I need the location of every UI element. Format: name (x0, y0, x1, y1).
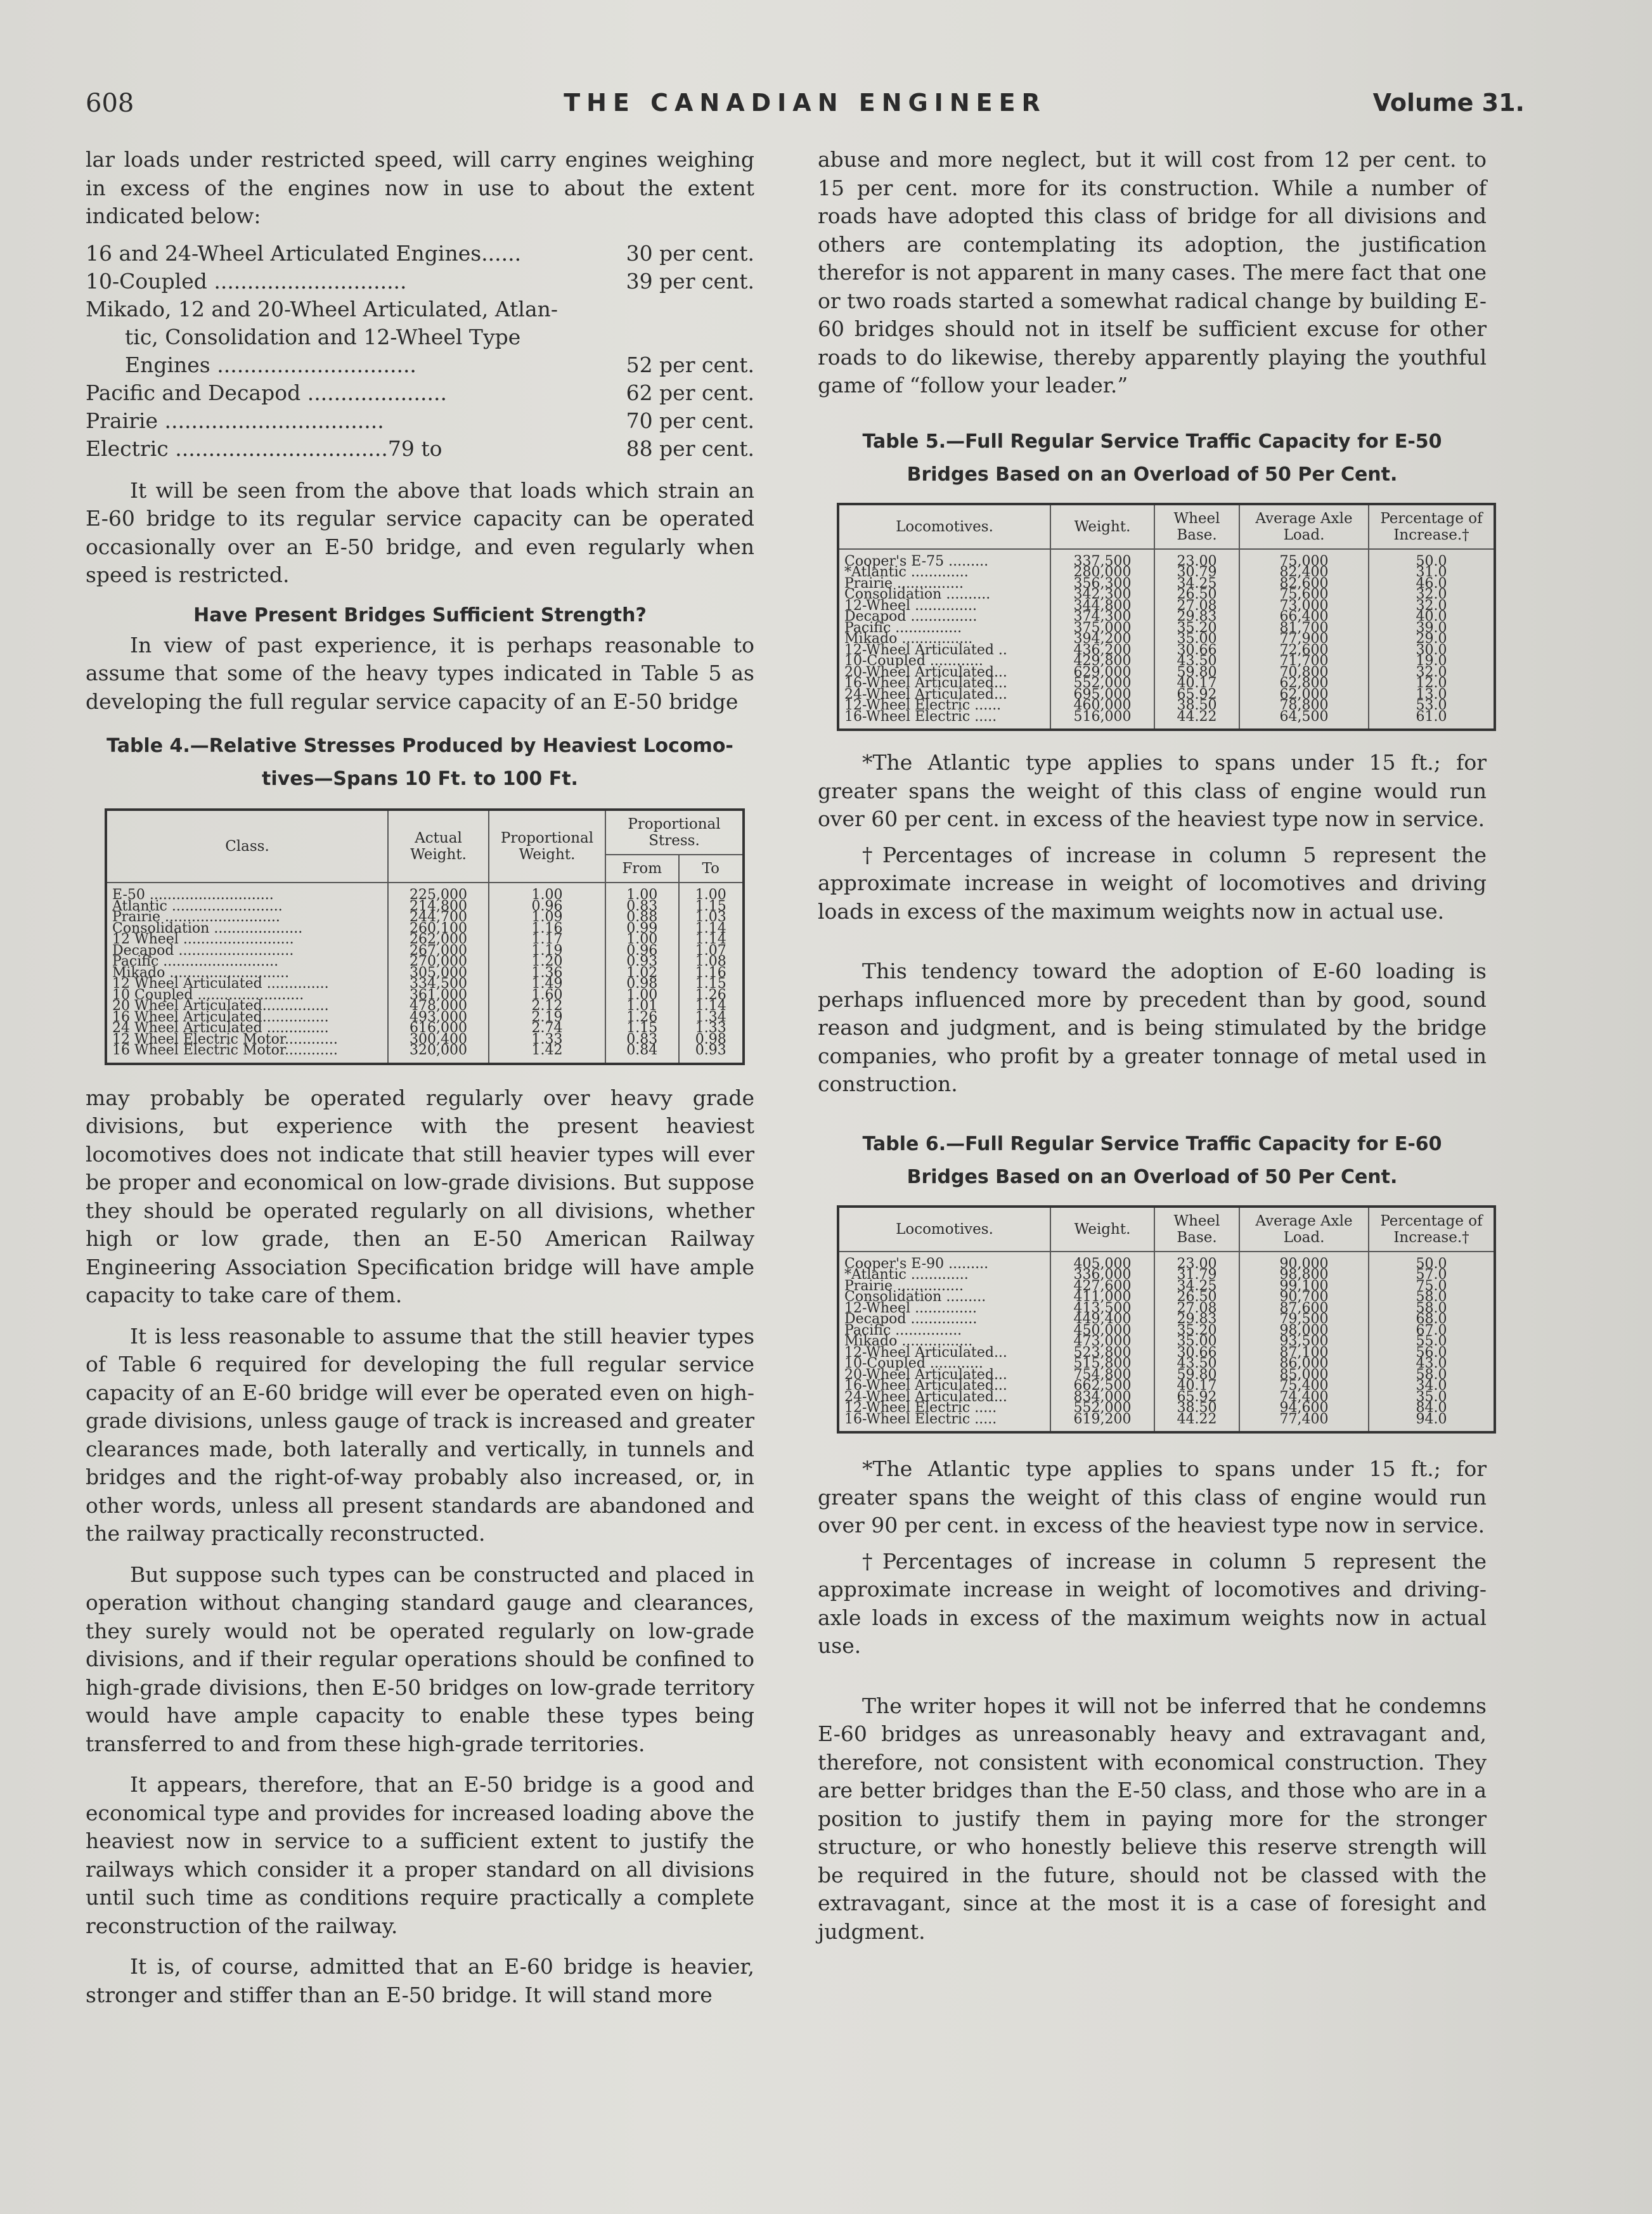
table-cell: Cooper's E-90 ......... *Atlantic ............. Prairie ............... Consolidation ......... 12-Wheel .............. Decapod ............... Pacific ............... Mikado ................ 12-Wheel Articulated... 10-Coupled ............ 20-Wheel Articulated... 16-Wheel Articulated... 24-Wheel Articulated... 12-Wheel Electric ..... 16-Wheel Electric ..... (844, 1255, 1007, 1427)
list-item: Pacific and Decapod ..................... 62 per cent. (86, 380, 754, 405)
paragraph: It is less reasonable to assume that the still heavier types of Table 6 required for developing the full regular service capacity of an E-60 bridge will ever be operated even on high-grade divisions, unless gauge of track is increased and greater clearances made, both laterally and vertically, in tunnels and bridges and the right-of-way probably also increased, or, in other words, unless all present standards are abandoned and the railway practically reconstructed. (86, 1323, 754, 1546)
paragraph: It is, of course, admitted that an E-60 bridge is heavier, stronger and stiffer than an E-50 bridge. It will stand more (86, 1954, 754, 2007)
column-header: Weight. (1050, 504, 1154, 549)
table-cell: 50.0 57.0 75.0 58.0 58.0 68.0 67.0 55.0 56.0 43.0 58.0 34.0 35.0 84.0 94.0 (1369, 1252, 1495, 1433)
list-item: Mikado, 12 and 20-Wheel Articulated, Atlan- (86, 296, 558, 321)
table-e60-capacity (837, 1205, 1496, 1434)
volume-label: Volume 31. (1372, 89, 1525, 117)
paragraph: It will be seen from the above that loads which strain an E-60 bridge to its regular service capacity can be operated occasionally over an E-50 bridge, and even regularly when speed is restricted. (86, 477, 754, 587)
paragraph: This tendency toward the adoption of E-60 loading is perhaps influenced more by precedent than by good, sound reason and judgment, and is being stimulated by the bridge companies, who profit by a greater tonnage of metal used in construction. (818, 959, 1487, 1096)
column-header: Proportional Weight. (489, 810, 605, 883)
paragraph: The writer hopes it will not be inferred that he condemns E-60 bridges as unreasonably heavy and extravagant and, therefore, not consistent with economical construction. They are better bridges than the E-50 class, and those who are in a position to justify them in paying more for the stronger structure, or who honestly believe this reserve strength will be required in the future, should not be classed with the extravagant, since at the most it is a case of foresight and judgment. (818, 1693, 1487, 1944)
page-number: 608 (86, 89, 134, 118)
list-item: 16 and 24-Wheel Articulated Engines...... 30 per cent. (86, 240, 754, 266)
journal-title: THE CANADIAN ENGINEER (564, 89, 1047, 117)
table-cell: 50.0 31.0 46.0 32.0 32.0 40.0 39.0 29.0 30.0 19.0 32.0 12.0 13.0 53.0 61.0 (1369, 549, 1495, 730)
table-cell: E-50 ............................ Atlantic ......................... Prairie .......................... Consolidation .................... 12 Wheel ......................... Decapod .......................... Pacific .......................... Mikado ........................... 12 Wheel Articulated .............. 10 Coupled ........................ 20 Wheel Articulated............... 16 Wheel Articulated............... 24 Wheel Articulated .............. 12 Wheel Electric Motor............ 16 Wheel Electric Motor............ (112, 887, 338, 1058)
paragraph: may probably be operated regularly over heavy grade divisions, but experience with the present heaviest locomotives does not indicate that still heavier types will ever be proper and economical on low-grade divisions. But suppose they should be operated regularly on all divisions, whether high or low grade, then an E-50 American Railway Engineering Association Specification bridge will have ample capacity to take care of them. (86, 1085, 754, 1307)
right-column (818, 146, 1487, 1946)
paragraph: It appears, therefore, that an E-50 bridge is a good and economical type and provides for increased loading above the heaviest now in service to a sufficient extent to justify the railways which consider it a proper standard on all divisions until such time as conditions require practically a complete reconstruction of the railway. (86, 1772, 754, 1938)
list-item: Electric ................................79 to 88 per cent. (86, 436, 754, 461)
paragraph: abuse and more neglect, but it will cost from 12 per cent. to 15 per cent. more for its construction. While a number of roads have adopted this class of bridge for all divisions and others are contemplating its adoption, the justification therefor is not apparent in many cases. The mere fact that one or two roads started a somewhat radical change by building E-60 bridges should not in itself be sufficient excuse for other roads to do likewise, thereby apparently playing the youthful game of “follow your leader.” (818, 147, 1487, 398)
table-cell: 75,000 82,400 82,600 75,600 73,000 66,400 81,700 77,900 72,600 71,700 70,800 62,800 62,000 78,800 64,500 (1239, 549, 1369, 730)
table-cell: 23.00 31.79 34.25 26.50 27.08 29.83 35.20 35.00 30.66 43.50 59.80 40.17 65.92 38.50 44.22 (1154, 1252, 1239, 1433)
table-cell: 405,000 336,000 427,600 411,000 413,500 449,400 450,000 473,000 523,800 515,800 754,800 662,500 834,000 552,000 619,200 (1050, 1252, 1154, 1433)
table-e50-capacity (837, 503, 1496, 732)
list-item: Engines .............................. 52 per cent. (125, 352, 754, 377)
footnote: †Percentages of increase in column 5 represent the approximate increase in weight of locomotives and driving loads in excess of the maximum weights now in actual use. (818, 842, 1487, 924)
column-header: Wheel Base. (1154, 1207, 1239, 1252)
table-cell: 90,000 98,800 99,100 90,700 87,600 79,500 98,000 93,500 87,100 86,000 85,000 75,400 74,400 94,600 77,400 (1239, 1252, 1369, 1433)
footnote: *The Atlantic type applies to spans under 15 ft.; for greater spans the weight of this class of engine would run over 90 per cent. in excess of the heaviest type now in service. (818, 1456, 1487, 1538)
paragraph: lar loads under restricted speed, will carry engines weighing in excess of the engines now in use to about the extent indicated below: (86, 147, 754, 228)
list-item: 10-Coupled ............................. 39 per cent. (86, 268, 754, 294)
column-header: Locomotives. (838, 1207, 1050, 1252)
table-cell: 1.00 0.83 0.88 0.99 1.00 0.96 0.93 1.02 0.98 1.00 1.01 1.26 1.15 0.83 0.84 (605, 883, 679, 1064)
footnote: *The Atlantic type applies to spans under 15 ft.; for greater spans the weight of this class of engine would run over 60 per cent. in excess of the heaviest type now in service. (818, 750, 1487, 831)
column-header: Weight. (1050, 1207, 1154, 1252)
list-item: tic, Consolidation and 12-Wheel Type (125, 324, 521, 349)
column-header: Class. (106, 810, 388, 883)
table-relative-stresses (105, 808, 745, 1065)
table5-caption: Table 5.—Full Regular Service Traffic Capacity for E-50 Bridges Based on an Overload of 50 Per Cent. (862, 430, 1442, 486)
table6-caption: Table 6.—Full Regular Service Traffic Capacity for E-60 Bridges Based on an Overload of 50 Per Cent. (862, 1132, 1442, 1188)
list-item: Prairie ................................. 70 per cent. (86, 408, 754, 433)
left-column (86, 146, 754, 2009)
column-header: Proportional Stress. (605, 810, 744, 855)
table-cell: 1.00 0.96 1.09 1.16 1.17 1.19 1.20 1.36 1.49 1.60 2.12 2.19 2.74 1.33 1.42 (489, 883, 605, 1064)
column-header: Actual Weight. (388, 810, 489, 883)
table-cell: 23.00 30.79 34.25 26.50 27.08 29.83 35.20 35.00 30.66 43.50 59.80 40.17 65.92 38.50 44.22 (1154, 549, 1239, 730)
paragraph: In view of past experience, it is perhaps reasonable to assume that some of the heavy types indicated in Table 5 as developing the full regular service capacity of an E-50 bridge (86, 632, 754, 714)
column-header: To (679, 855, 744, 883)
page-header (86, 89, 1525, 127)
column-header: From (605, 855, 679, 883)
table-cell: 225,000 214,800 244,700 260,100 262,000 267,000 270,000 305,000 334,500 361,000 478,000 493,000 616,000 300,400 320,000 (388, 883, 489, 1064)
column-header: Percentage of Increase.† (1369, 504, 1495, 549)
column-header: Wheel Base. (1154, 504, 1239, 549)
paragraph: But suppose such types can be constructed and placed in operation without changing standard gauge and clearances, they surely would not be operated regularly on low-grade divisions, and if their regular operations should be confined to high-grade divisions, then E-50 bridges on low-grade territory would have ample capacity to enable these types being transferred to and from these high-grade territories. (86, 1562, 754, 1756)
column-header: Percentage of Increase.† (1369, 1207, 1495, 1252)
column-header: Average Axle Load. (1239, 1207, 1369, 1252)
footnote: †Percentages of increase in column 5 represent the approximate increase in weight of locomotives and driving-axle loads in excess of the maximum weights now in actual use. (818, 1548, 1487, 1658)
percentage-list (86, 240, 754, 463)
table-cell: 337,500 280,000 356,300 342,300 344,800 374,300 375,000 394,200 436,200 429,800 629,000 552,000 695,000 460,000 516,000 (1050, 549, 1154, 730)
column-header: Locomotives. (838, 504, 1050, 549)
table4-caption: Table 4.—Relative Stresses Produced by Heaviest Locomo- tives—Spans 10 Ft. to 100 Ft. (106, 735, 733, 790)
section-heading: Have Present Bridges Sufficient Strength? (193, 604, 647, 626)
table-cell: 1.00 1.15 1.03 1.14 1.14 1.07 1.08 1.16 1.15 1.26 1.14 1.34 1.33 0.98 0.93 (679, 883, 744, 1064)
column-header: Average Axle Load. (1239, 504, 1369, 549)
table-cell: Cooper's E-75 ......... *Atlantic ............. Prairie ............... Consolidation .......... 12-Wheel .............. Decapod ............... Pacific ............... Mikado ................ 12-Wheel Articulated .. 10-Coupled ............ 20-Wheel Articulated... 16-Wheel Articulated... 24-Wheel Articulated... 12-Wheel Electric ...... 16-Wheel Electric ..... (844, 553, 1007, 725)
